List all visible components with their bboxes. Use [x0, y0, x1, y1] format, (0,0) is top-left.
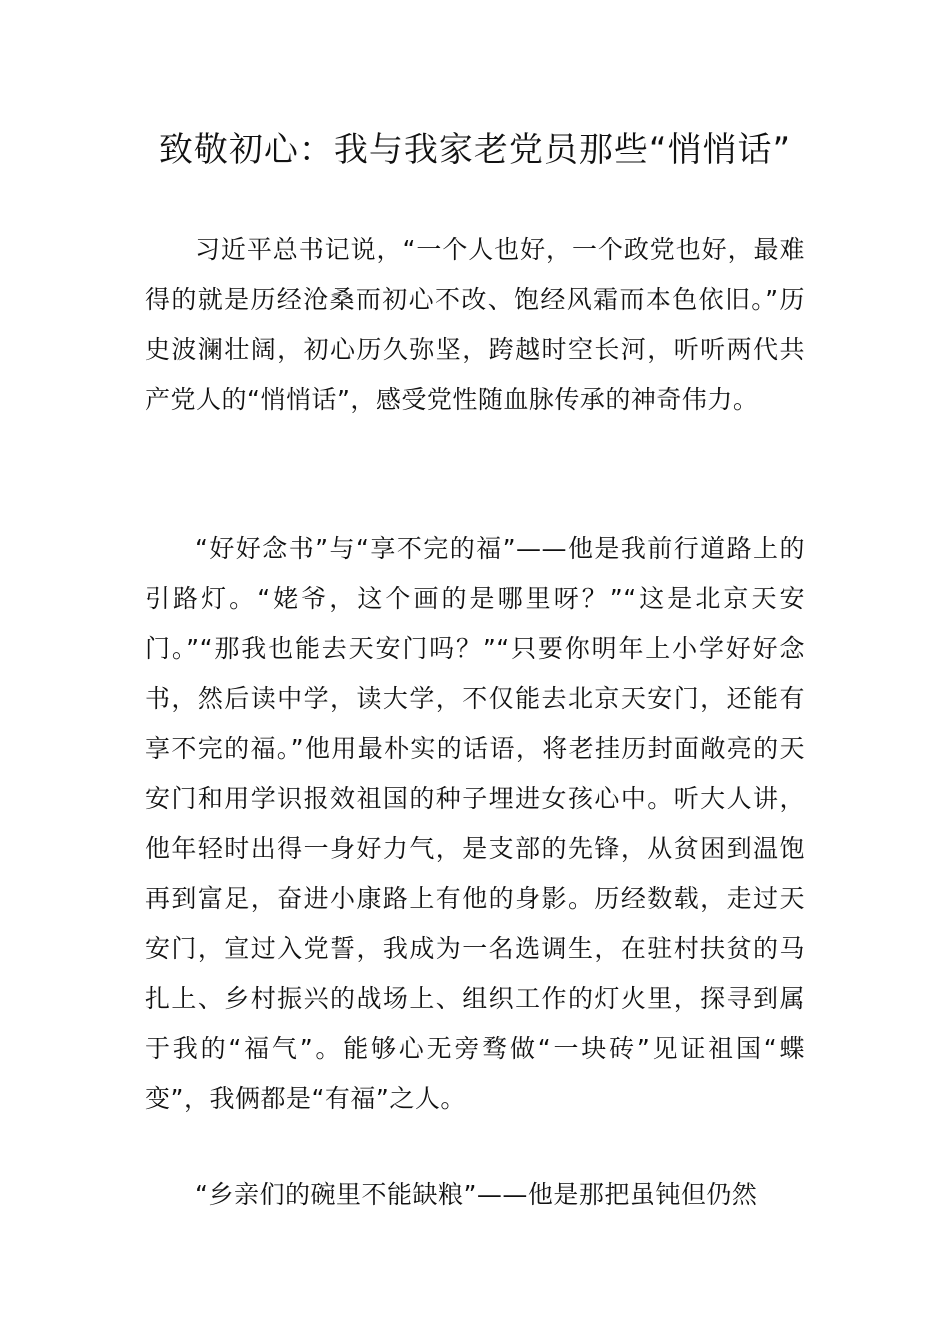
document-title: 致敬初心：我与我家老党员那些“悄悄话”	[158, 130, 792, 170]
paragraph-2: “好好念书”与“享不完的福”——他是我前行道路上的引路灯。“姥爷，这个画的是哪里呀？”“这是北京天安门。”“那我也能去天安门吗？”“只要你明年上小学好好念书，然后读中学，读大学，不仅能去北京天安门，还能有享不完的福。”他用最朴实的话语，将老挂历封面敞亮的天安门和用学识报效祖国的种子埋进女孩心中。听大人讲，他年轻时出得一身好力气，是支部的先锋，从贫困到温饱再到富足，奋进小康路上有他的身影。历经数载，走过天安门，宣过入党誓，我成为一名选调生，在驻村扶贫的马扎上、乡村振兴的战场上、组织工作的灯火里，探寻到属于我的“福气”。能够心无旁骛做“一块砖”见证祖国“蝶变”，我俩都是“有福”之人。	[145, 534, 805, 1113]
paragraph-1: 习近平总书记说，“一个人也好，一个政党也好，最难得的就是历经沧桑而初心不改、饱经风霜而本色依旧。”历史波澜壮阔，初心历久弥坚，跨越时空长河，听听两代共产党人的“悄悄话”，感受党性随血脉传承的神奇伟力。	[145, 235, 805, 414]
paragraph-3: “乡亲们的碗里不能缺粮”——他是那把虽钝但仍然	[195, 1180, 758, 1209]
